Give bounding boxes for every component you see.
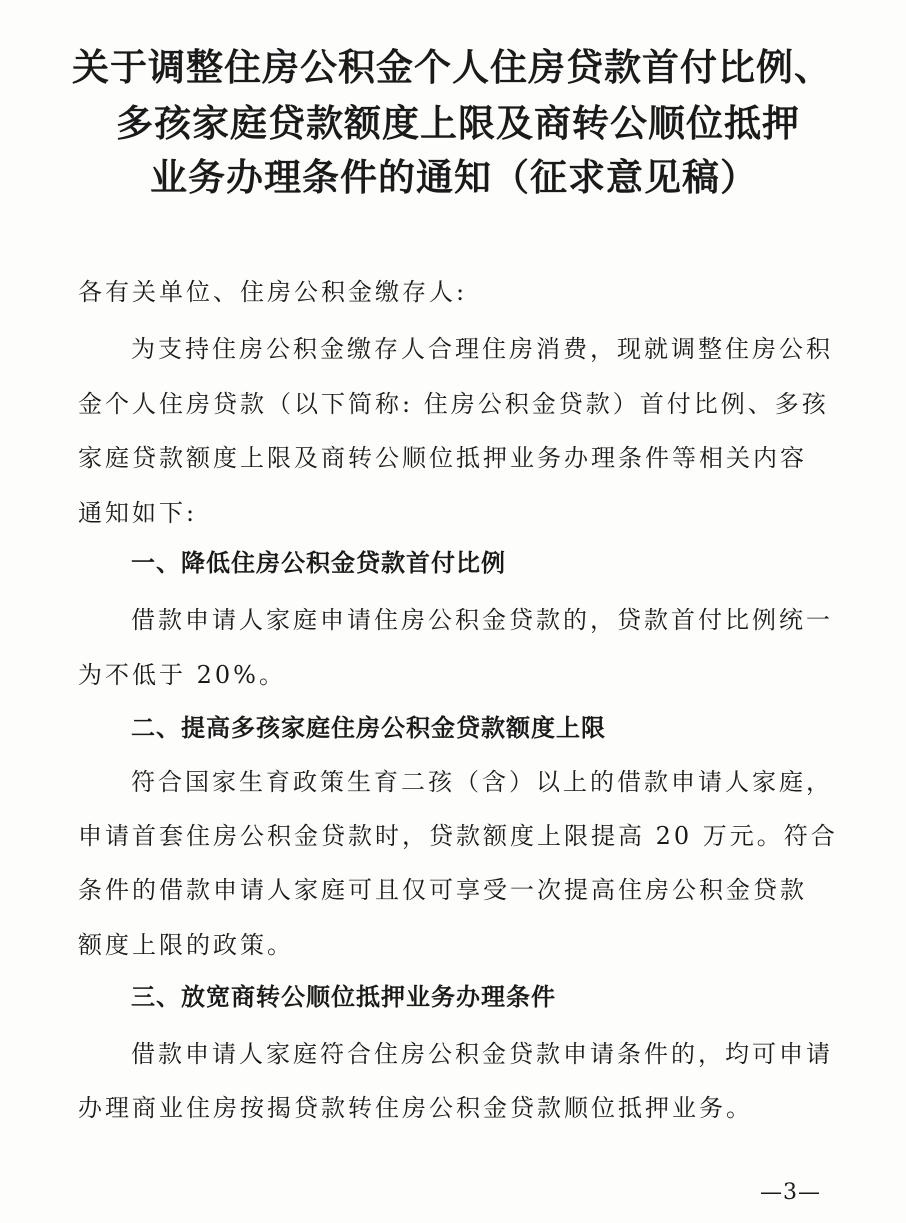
section-3-heading: 三、放宽商转公顺位抵押业务办理条件 [131,983,556,1011]
section-1-line-1: 借款申请人家庭申请住房公积金贷款的，贷款首付比例统一 [131,606,833,634]
section-2-line-4: 额度上限的政策。 [78,931,294,959]
salutation: 各有关单位、住房公积金缴存人: [78,278,468,306]
document-title-line-2: 多孩家庭贷款额度上限及商转公顺位抵押 [116,102,800,145]
section-2-line-1: 符合国家生育政策生育二孩（含）以上的借款申请人家庭， [131,768,833,796]
section-2-line-2: 申请首套住房公积金贷款时，贷款额度上限提高 20 万元。符合 [78,822,838,850]
intro-paragraph-line-3: 家庭贷款额度上限及商转公顺位抵押业务办理条件等相关内容 [78,444,807,472]
section-1-heading: 一、降低住房公积金贷款首付比例 [131,549,506,577]
intro-paragraph-line-4: 通知如下: [78,499,198,527]
section-1-line-2: 为不低于 20%。 [78,661,286,689]
document-title-line-3: 业务办理条件的通知（征求意见稿） [150,156,758,199]
section-2-line-3: 条件的借款申请人家庭可且仅可享受一次提高住房公积金贷款 [78,876,807,904]
intro-paragraph-line-1: 为支持住房公积金缴存人合理住房消费，现就调整住房公积 [131,335,833,363]
page-number: —3— [760,1180,821,1205]
section-3-line-1: 借款申请人家庭符合住房公积金贷款申请条件的，均可申请 [131,1040,833,1068]
intro-paragraph-line-2: 金个人住房贷款（以下简称: 住房公积金贷款）首付比例、多孩 [78,390,829,418]
section-2-heading: 二、提高多孩家庭住房公积金贷款额度上限 [131,714,606,742]
document-title-line-1: 关于调整住房公积金个人住房贷款首付比例、 [72,46,832,89]
section-3-line-2: 办理商业住房按揭贷款转住房公积金贷款顺位抵押业务。 [78,1094,753,1122]
